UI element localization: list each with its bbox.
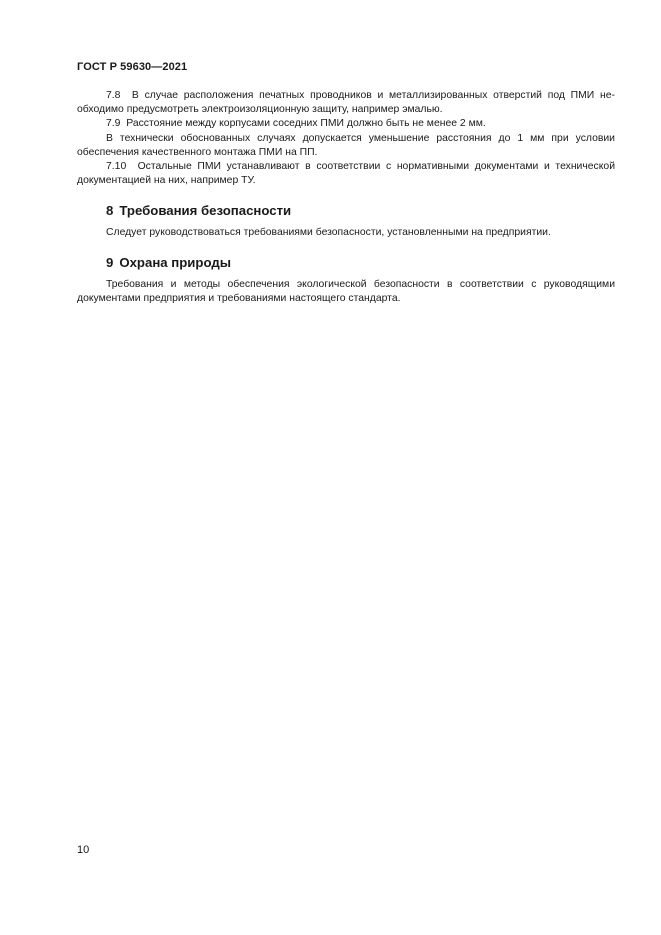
clause-text: В случае расположения печатных проводников и металлизированных отверстий под ПМИ не- [131, 90, 615, 101]
page-number: 10 [77, 844, 90, 856]
clause-7-9-continuation-line2: обеспечения качественного монтажа ПМИ на ПП. [77, 146, 318, 158]
section-number: 9 [106, 254, 114, 270]
section-9-heading [77, 254, 615, 272]
section-number: 8 [106, 203, 114, 219]
section-9-body-line2: документами предприятия и требованиями настоящего стандарта. [77, 292, 401, 304]
clause-text: Остальные ПМИ устанавливают в соответствии с нормативными документами и технической [137, 161, 615, 173]
section-title: Охрана природы [119, 254, 231, 270]
clause-7-10-line1 [77, 160, 615, 174]
standard-code-header: ГОСТ Р 59630—2021 [77, 61, 188, 73]
clause-7-9-continuation-line1: В технически обоснованных случаях допускается уменьшение расстояния до 1 мм при условии [106, 132, 615, 144]
clause-text: Расстояние между корпусами соседних ПМИ должно быть не менее 2 мм. [126, 118, 486, 130]
section-8-heading [77, 202, 615, 220]
clause-7-8-line1 [77, 89, 615, 103]
clause-7-10-line2: документацией на них, например ТУ. [77, 175, 256, 187]
clause-number: 7.9 [106, 118, 121, 130]
section-9-body-line1: Требования и методы обеспечения экологической безопасности в соответствии с руководящими [106, 278, 615, 290]
clause-7-8-line2: обходимо предусмотреть электроизоляционную защиту, например эмалью. [77, 104, 443, 116]
section-title: Требования безопасности [119, 203, 292, 219]
clause-number: 7.10 [106, 161, 127, 173]
clause-7-9 [77, 117, 615, 131]
clause-number: 7.8 [106, 90, 121, 101]
page-content [77, 89, 615, 306]
section-8-body: Следует руководствоваться требованиями безопасности, установленными на предприятии. [106, 227, 551, 239]
